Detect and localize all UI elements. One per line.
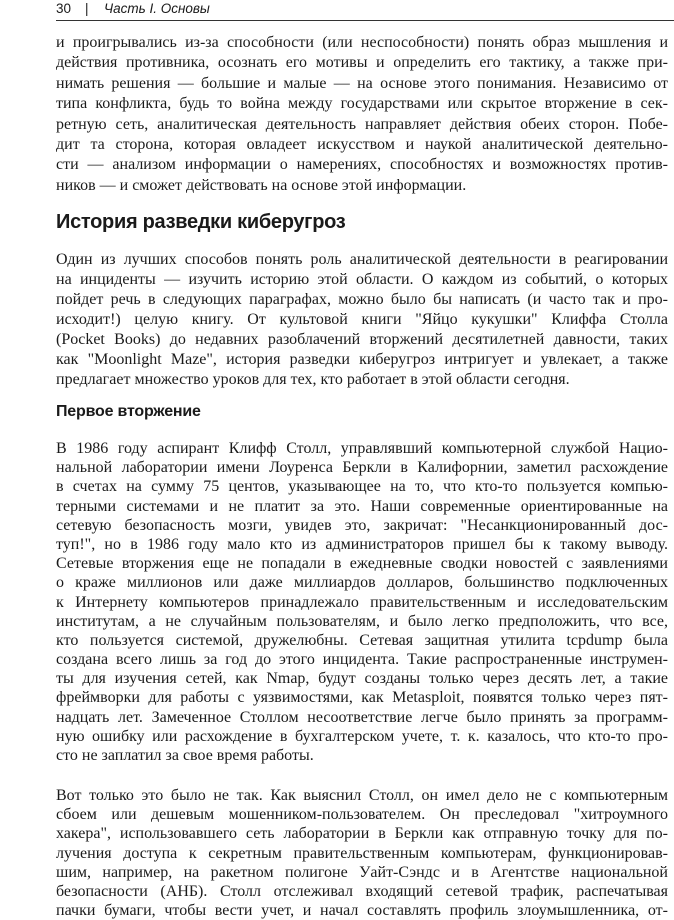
text-line: шим, например, на ракетном полигоне Уайт-Сэндс и в Агентстве национальной: [56, 863, 668, 881]
page-number: 30: [56, 1, 72, 16]
text-line: дит та сторона, которая овладеет искусством и наукой аналитической деятельно-: [56, 135, 668, 153]
text-line: терными системами и не платит за это. Наши современные ориентированные на: [56, 497, 668, 515]
text-line: сто не заплатил за свое время работы.: [56, 747, 314, 764]
text-line: действия противника, осознать его мотивы и определить его тактику, а также при-: [56, 54, 668, 72]
text-line: как "Moonlight Maze", история разведки киберугроз интригует и увлекает, а также: [56, 351, 668, 368]
text-line: В 1986 году аспирант Клифф Столл, управлявший компьютерной службой Нацио-: [56, 440, 668, 457]
text-line: и проигрывались из-за способности (или неспособности) понять образ мышления и: [56, 34, 668, 51]
text-line: Один из лучших способов понять роль аналитической деятельности в реагировании: [56, 251, 668, 268]
text-line: кто пользуется системой, дружелюбны. Сетевая защитная утилита tcpdump была: [56, 631, 668, 649]
text-line: о краже миллионов или даже миллиардов долларов, большинство подключенных: [56, 574, 668, 592]
header-separator: |: [85, 1, 89, 16]
paragraph-first-intrusion: [56, 439, 668, 765]
paragraph-history: [56, 250, 668, 390]
paragraph-stoll-hacker: [56, 786, 668, 920]
text-line: Вот только это было не так. Как выяснил Столл, он имел дело не с компьютерным: [56, 787, 668, 804]
running-header: [56, 0, 674, 21]
text-line: к Интернету компьютеров принадлежало правительственным и исследовательским: [56, 593, 668, 611]
text-line: ты для изучения сетей, как Nmap, будут созданы только через десять лет, а такие: [56, 670, 668, 688]
text-line: ретную сеть, аналитическая деятельность направляет действия обеих сторон. Побе-: [56, 115, 668, 133]
text-line: пачки бумаги, чтобы вести учет, и начал составлять профиль злоумышленника, от-: [56, 902, 668, 920]
text-line: нимать решения — большие и малые — на основе этого понимания. Независимо от: [56, 74, 668, 92]
subsection-heading: Первое вторжение: [56, 403, 201, 420]
section-heading: История разведки киберугроз: [56, 211, 346, 233]
text-line: институтам, а не случайным пользователям, и было легко предположить, что все,: [56, 612, 668, 630]
paragraph-intro: [56, 33, 668, 196]
part-title: Часть I. Основы: [104, 1, 210, 16]
text-line: туп!", но в 1986 году мало кто из администраторов пришел бы к такому выводу.: [56, 535, 668, 553]
text-line: сти — анализом информации о намерениях, способностях и возможностях против-: [56, 156, 668, 174]
text-line: хакера", использовавшего сеть лаборатории в Беркли как отправную точку для по-: [56, 825, 668, 843]
text-line: пойдет речь в следующих параграфах, можно было бы написать (и часто так и про-: [56, 291, 668, 308]
text-line: сбоем или дешевым мошенником-пользователем. Он преследовал "хитроумного: [56, 806, 668, 824]
text-line: нальной лаборатории имени Лоуренса Беркли в Калифорнии, заметил расхождение: [56, 459, 668, 477]
text-line: в счетах на сумму 75 центов, указывающее на то, что кто-то пользуется компью-: [56, 478, 668, 496]
text-line: ную ошибку или расхождение в бухгалтерском учете, т. к. казалось, что кто-то про-: [56, 727, 668, 745]
text-line: надцать лет. Замеченное Столлом несоответствие легче было принять за программ-: [56, 708, 668, 726]
text-line: типа конфликта, будь то война между государствами или скрытое вторжение в сек-: [56, 95, 668, 113]
text-line: ников — и сможет действовать на основе этой информации.: [56, 176, 467, 194]
text-line: исходит!) целую книгу. От культовой книги "Яйцо кукушки" Клиффа Столла: [56, 311, 668, 328]
text-line: сетевую безопасность мозги, увидев это, закричат: "Несанкционированный дос-: [56, 516, 668, 534]
text-line: на инциденты — изучить историю этой области. О каждом из событий, о которых: [56, 271, 668, 288]
text-line: безопасности (АНБ). Столл отслеживал входящий сетевой трафик, распечатывая: [56, 882, 668, 900]
text-line: предлагает множество уроков для тех, кто работает в этой области сегодня.: [56, 371, 570, 388]
text-line: фреймворки для работы с уязвимостями, как Metasploit, появятся только через пят-: [56, 689, 668, 707]
text-line: лучения доступа к секретным правительственным компьютерам, функционировав-: [56, 844, 668, 862]
text-line: создана всего лишь за год до этого инцидента. Такие распространенные инструмен-: [56, 651, 668, 669]
text-line: (Pocket Books) до недавних разоблачений вторжений десятилетней давности, таких: [56, 331, 668, 348]
text-line: Сетевые вторжения еще не попадали в ежедневные сводки новостей с заявлениями: [56, 555, 668, 573]
